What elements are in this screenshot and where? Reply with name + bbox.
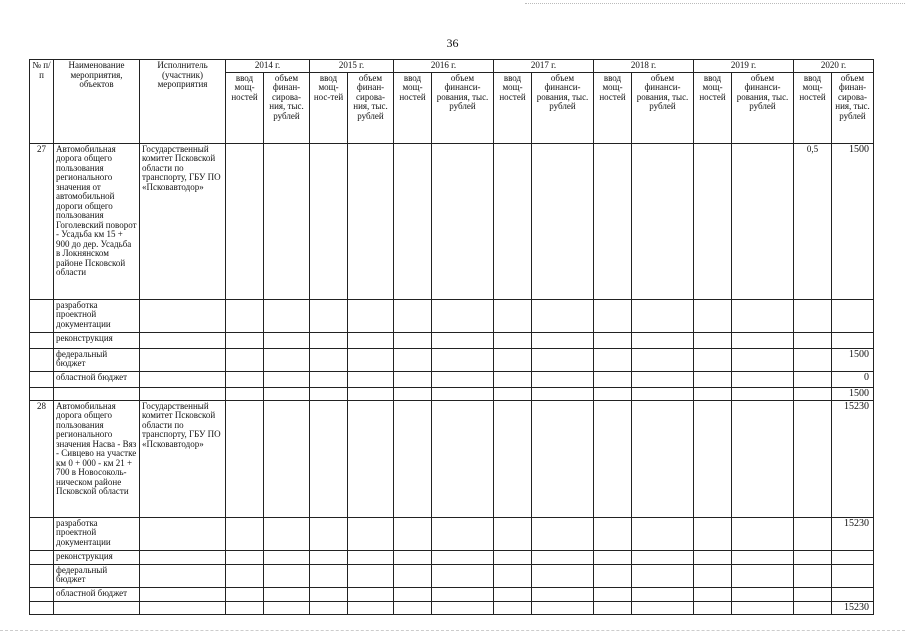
header-num: № п/п (30, 60, 54, 144)
header-fin-2018: объем финанси-рования, тыс. рублей (632, 72, 694, 143)
cell-num (30, 371, 54, 387)
cell-empty (732, 348, 794, 371)
cell-empty (532, 348, 594, 371)
cell-empty (348, 371, 394, 387)
cell-cap-2020 (794, 387, 832, 400)
cell-num: 27 (30, 143, 54, 299)
cell-cap-2020 (794, 348, 832, 371)
header-year-2015: 2015 г. (310, 60, 394, 73)
cell-empty (310, 332, 348, 348)
header-cap-2014: ввод мощ-ностей (226, 72, 264, 143)
cell-empty (732, 400, 794, 517)
cell-empty (394, 387, 432, 400)
cell-empty (310, 371, 348, 387)
cell-empty (732, 299, 794, 332)
cell-empty (694, 332, 732, 348)
cell-fin-2020: 15230 (832, 400, 874, 517)
table-row (30, 387, 874, 400)
cell-empty (732, 587, 794, 601)
cell-empty (494, 371, 532, 387)
cell-empty (694, 564, 732, 587)
cell-cap-2020 (794, 550, 832, 564)
cell-empty (432, 332, 494, 348)
cell-empty (694, 143, 732, 299)
header-fin-2019: объем финанси-рования, тыс. рублей (732, 72, 794, 143)
cell-executor (140, 299, 226, 332)
cell-fin-2020 (832, 550, 874, 564)
cell-empty (226, 587, 264, 601)
cell-empty (348, 143, 394, 299)
cell-empty (494, 550, 532, 564)
cell-empty (632, 550, 694, 564)
cell-empty (432, 143, 494, 299)
cell-empty (264, 143, 310, 299)
table-body (30, 143, 874, 614)
cell-empty (732, 143, 794, 299)
cell-empty (532, 587, 594, 601)
cell-empty (594, 299, 632, 332)
cell-empty (226, 299, 264, 332)
table-row (30, 601, 874, 614)
cell-empty (310, 387, 348, 400)
cell-empty (532, 332, 594, 348)
cell-empty (432, 400, 494, 517)
cell-empty (432, 348, 494, 371)
cell-empty (348, 550, 394, 564)
cell-empty (494, 387, 532, 400)
cell-empty (348, 332, 394, 348)
cell-name: областной бюджет (54, 587, 140, 601)
table-row (30, 587, 874, 601)
cell-empty (594, 601, 632, 614)
program-table (29, 59, 874, 615)
cell-empty (494, 348, 532, 371)
cell-name (54, 387, 140, 400)
cell-name: Автомобильная дорога общего пользования регионального значения Насва - Вяз - Сивцево на участке км 0 + 000 - км 21 + 700 в Новосоколь-ническом районе Псковской области (54, 400, 140, 517)
cell-empty (264, 587, 310, 601)
cell-empty (348, 400, 394, 517)
header-year-2014: 2014 г. (226, 60, 310, 73)
cell-empty (264, 299, 310, 332)
table-row (30, 400, 874, 517)
cell-empty (732, 601, 794, 614)
header-row-years (30, 60, 874, 73)
cell-empty (394, 371, 432, 387)
cell-empty (348, 348, 394, 371)
cell-empty (394, 299, 432, 332)
cell-executor (140, 387, 226, 400)
cell-empty (632, 601, 694, 614)
cell-empty (532, 517, 594, 550)
cell-name: реконструкция (54, 550, 140, 564)
cell-num (30, 564, 54, 587)
header-fin-2017: объем финанси-рования, тыс. рублей (532, 72, 594, 143)
cell-empty (348, 387, 394, 400)
cell-empty (264, 550, 310, 564)
cell-empty (432, 564, 494, 587)
header-fin-2015: объем финан-сирова-ния, тыс. рублей (348, 72, 394, 143)
cell-fin-2020 (832, 564, 874, 587)
cell-empty (732, 387, 794, 400)
cell-empty (594, 564, 632, 587)
cell-empty (264, 371, 310, 387)
header-fin-2014: объем финан-сирова-ния, тыс. рублей (264, 72, 310, 143)
cell-executor (140, 332, 226, 348)
cell-empty (226, 348, 264, 371)
table-row (30, 517, 874, 550)
cell-empty (310, 587, 348, 601)
cell-empty (264, 564, 310, 587)
cell-empty (394, 550, 432, 564)
cell-fin-2020 (832, 299, 874, 332)
cell-empty (532, 400, 594, 517)
cell-empty (632, 517, 694, 550)
program-table-wrap (29, 59, 874, 615)
cell-empty (532, 550, 594, 564)
cell-empty (494, 517, 532, 550)
cell-empty (226, 601, 264, 614)
cell-name: реконструкция (54, 332, 140, 348)
cell-empty (732, 517, 794, 550)
cell-empty (694, 400, 732, 517)
cell-executor (140, 564, 226, 587)
cell-empty (348, 601, 394, 614)
cell-empty (594, 400, 632, 517)
cell-empty (432, 299, 494, 332)
cell-name: Автомобильная дорога общего пользования регионального значения от автомобильной дороги общего пользования Гоголевский поворот - Усадьба км 15 + 900 до дер. Усадьба в Локнянском районе Псковской области (54, 143, 140, 299)
cell-empty (310, 299, 348, 332)
cell-empty (694, 387, 732, 400)
cell-fin-2020: 1500 (832, 387, 874, 400)
cell-empty (226, 143, 264, 299)
cell-empty (594, 143, 632, 299)
table-row (30, 299, 874, 332)
cell-empty (394, 400, 432, 517)
header-name: Наименование мероприятия, объектов (54, 60, 140, 144)
cell-executor (140, 550, 226, 564)
header-cap-2020: ввод мощ-ностей (794, 72, 832, 143)
cell-cap-2020 (794, 587, 832, 601)
cell-empty (694, 517, 732, 550)
header-year-2019: 2019 г. (694, 60, 794, 73)
cell-empty (694, 299, 732, 332)
cell-fin-2020: 0 (832, 371, 874, 387)
cell-fin-2020: 15230 (832, 601, 874, 614)
cell-empty (732, 332, 794, 348)
cell-empty (226, 564, 264, 587)
cell-fin-2020: 1500 (832, 348, 874, 371)
cell-empty (632, 587, 694, 601)
cell-executor (140, 587, 226, 601)
cell-empty (432, 387, 494, 400)
cell-executor (140, 517, 226, 550)
cell-empty (632, 299, 694, 332)
cell-empty (394, 587, 432, 601)
table-row (30, 564, 874, 587)
cell-empty (394, 143, 432, 299)
cell-empty (732, 371, 794, 387)
cell-empty (264, 601, 310, 614)
cell-empty (310, 400, 348, 517)
cell-empty (348, 299, 394, 332)
table-row (30, 332, 874, 348)
cell-empty (732, 550, 794, 564)
cell-empty (432, 601, 494, 614)
page-number: 36 (446, 36, 459, 50)
cell-empty (226, 400, 264, 517)
cell-empty (264, 332, 310, 348)
cell-name: областной бюджет (54, 371, 140, 387)
cell-empty (432, 517, 494, 550)
cell-empty (348, 517, 394, 550)
cell-name: разработка проектной документации (54, 299, 140, 332)
cell-empty (694, 601, 732, 614)
cell-empty (594, 371, 632, 387)
cell-empty (348, 564, 394, 587)
cell-executor (140, 601, 226, 614)
cell-empty (632, 332, 694, 348)
cell-empty (394, 564, 432, 587)
cell-empty (348, 587, 394, 601)
scan-edge-bottom (0, 630, 905, 632)
cell-cap-2020: 0,5 (794, 143, 832, 299)
cell-executor: Государственный комитет Псковской области по транспорту, ГБУ ПО «Псковавтодор» (140, 143, 226, 299)
cell-name: федеральный бюджет (54, 348, 140, 371)
cell-empty (594, 587, 632, 601)
cell-empty (394, 332, 432, 348)
header-cap-2019: ввод мощ-ностей (694, 72, 732, 143)
cell-empty (310, 517, 348, 550)
cell-empty (264, 387, 310, 400)
cell-empty (264, 400, 310, 517)
cell-num (30, 348, 54, 371)
header-fin-2020: объем финан-сирова-ния, тыс. рублей (832, 72, 874, 143)
cell-num (30, 332, 54, 348)
cell-empty (394, 601, 432, 614)
table-row (30, 550, 874, 564)
header-fin-2016: объем финанси-рования, тыс. рублей (432, 72, 494, 143)
cell-cap-2020 (794, 332, 832, 348)
cell-empty (226, 371, 264, 387)
header-executor: Исполнитель (участник) мероприятия (140, 60, 226, 144)
table-row (30, 348, 874, 371)
cell-empty (310, 348, 348, 371)
cell-empty (594, 550, 632, 564)
cell-empty (432, 371, 494, 387)
cell-empty (432, 550, 494, 564)
cell-empty (632, 387, 694, 400)
cell-executor (140, 348, 226, 371)
cell-empty (532, 299, 594, 332)
cell-empty (494, 601, 532, 614)
cell-empty (394, 348, 432, 371)
cell-num (30, 517, 54, 550)
table-row (30, 143, 874, 299)
cell-empty (310, 601, 348, 614)
cell-num (30, 299, 54, 332)
cell-num (30, 550, 54, 564)
cell-empty (226, 332, 264, 348)
cell-empty (310, 550, 348, 564)
cell-empty (632, 564, 694, 587)
cell-empty (532, 601, 594, 614)
header-year-2016: 2016 г. (394, 60, 494, 73)
cell-empty (732, 564, 794, 587)
cell-empty (632, 143, 694, 299)
cell-cap-2020 (794, 400, 832, 517)
header-year-2020: 2020 г. (794, 60, 874, 73)
cell-num (30, 587, 54, 601)
cell-executor: Государственный комитет Псковской области по транспорту, ГБУ ПО «Псковавтодор» (140, 400, 226, 517)
cell-empty (226, 517, 264, 550)
cell-fin-2020: 1500 (832, 143, 874, 299)
cell-num (30, 387, 54, 400)
cell-empty (494, 143, 532, 299)
header-year-2018: 2018 г. (594, 60, 694, 73)
cell-cap-2020 (794, 299, 832, 332)
table-row (30, 371, 874, 387)
cell-empty (632, 348, 694, 371)
cell-empty (532, 143, 594, 299)
cell-cap-2020 (794, 517, 832, 550)
header-cap-2018: ввод мощ-ностей (594, 72, 632, 143)
cell-cap-2020 (794, 564, 832, 587)
cell-fin-2020: 15230 (832, 517, 874, 550)
cell-empty (532, 564, 594, 587)
cell-empty (226, 550, 264, 564)
cell-empty (532, 371, 594, 387)
cell-fin-2020 (832, 332, 874, 348)
cell-empty (394, 517, 432, 550)
cell-empty (694, 587, 732, 601)
cell-executor (140, 371, 226, 387)
cell-empty (264, 517, 310, 550)
cell-empty (432, 587, 494, 601)
cell-name: федеральный бюджет (54, 564, 140, 587)
cell-num: 28 (30, 400, 54, 517)
cell-name (54, 601, 140, 614)
cell-empty (494, 564, 532, 587)
cell-fin-2020 (832, 587, 874, 601)
header-cap-2015: ввод мощ-нос-тей (310, 72, 348, 143)
cell-empty (594, 332, 632, 348)
cell-empty (226, 387, 264, 400)
header-cap-2017: ввод мощ-ностей (494, 72, 532, 143)
cell-empty (494, 587, 532, 601)
cell-empty (694, 348, 732, 371)
cell-empty (632, 400, 694, 517)
cell-empty (494, 299, 532, 332)
cell-cap-2020 (794, 371, 832, 387)
cell-empty (494, 332, 532, 348)
cell-empty (594, 387, 632, 400)
cell-empty (594, 348, 632, 371)
cell-name: разработка проектной документации (54, 517, 140, 550)
cell-empty (310, 564, 348, 587)
cell-empty (632, 371, 694, 387)
header-cap-2016: ввод мощ-ностей (394, 72, 432, 143)
cell-empty (594, 517, 632, 550)
cell-empty (532, 387, 594, 400)
header-year-2017: 2017 г. (494, 60, 594, 73)
cell-num (30, 601, 54, 614)
cell-cap-2020 (794, 601, 832, 614)
cell-empty (694, 371, 732, 387)
cell-empty (264, 348, 310, 371)
cell-empty (694, 550, 732, 564)
scan-edge-top (525, 0, 905, 4)
cell-empty (310, 143, 348, 299)
cell-empty (494, 400, 532, 517)
